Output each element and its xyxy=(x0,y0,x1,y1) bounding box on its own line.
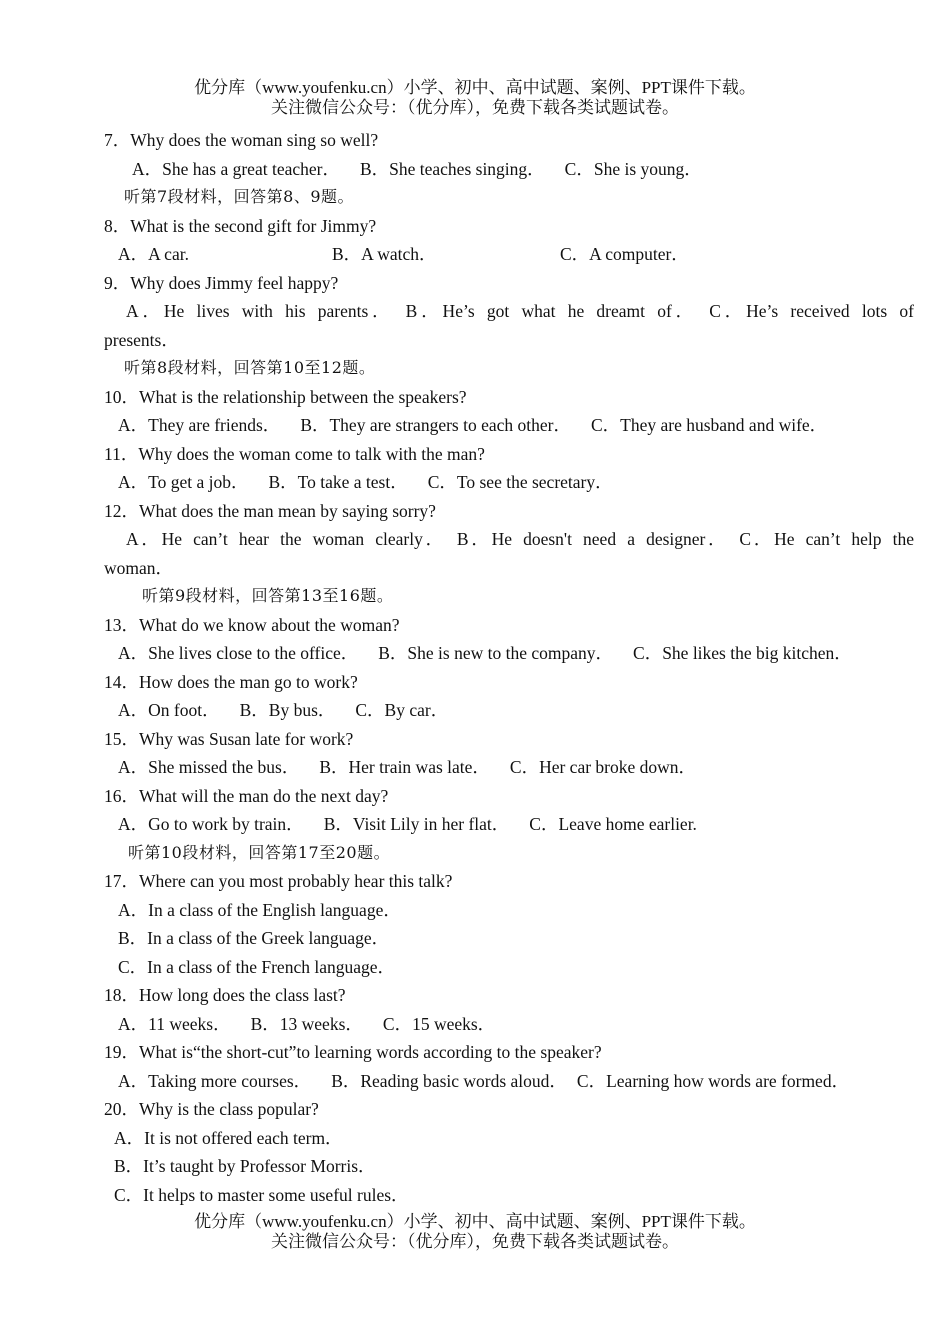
question-10: 10．What is the relationship between the speakers? xyxy=(104,386,467,407)
question-16-options xyxy=(104,810,914,839)
question-17-option-b: B．In a class of the Greek language． xyxy=(118,928,390,948)
option-a: A．She missed the bus． xyxy=(118,757,300,777)
option-a: A．They are friends． xyxy=(118,415,281,435)
question-20-option-a: A．It is not offered each term． xyxy=(114,1127,343,1148)
question-17-option-a: A．In a class of the English language． xyxy=(118,899,401,920)
question-9-options-line-2: presents． xyxy=(104,329,179,350)
question-20: 20．Why is the class popular? xyxy=(104,1099,319,1119)
question-8: 8．What is the second gift for Jimmy? xyxy=(104,215,377,236)
header-line-1: 优分库（www.youfenku.cn）小学、初中、高中试题、案例、PPT课件下载。 xyxy=(194,78,756,97)
option-b: B．They are strangers to each other． xyxy=(300,415,571,435)
page-footer xyxy=(0,1212,950,1252)
question-15: 15．Why was Susan late for work? xyxy=(104,728,354,749)
option-b: B．Her train was late． xyxy=(319,757,490,777)
option-c: C．Her car broke down． xyxy=(509,757,697,777)
question-11-options xyxy=(104,468,914,497)
question-19: 19．What is“the short-cut”to learning words according to the speaker? xyxy=(104,1042,602,1062)
question-11: 11．Why does the woman come to talk with the man? xyxy=(104,443,485,464)
option-b: B．13 weeks． xyxy=(250,1013,363,1034)
option-a: A．She has a great teacher． xyxy=(132,158,340,179)
option-c: C．A computer． xyxy=(560,244,689,264)
option-a: A．To get a job． xyxy=(118,472,249,492)
question-7-options xyxy=(104,155,914,184)
question-8-options xyxy=(104,240,914,269)
question-19-options xyxy=(104,1067,914,1096)
option-c: C．She likes the big kitchen． xyxy=(633,643,852,663)
option-a: A．A car. xyxy=(118,244,189,264)
question-9-options-line-1: A．He lives with his parents． B．He’s got what he dreamt of． C．He’s received lots of xyxy=(126,301,914,321)
option-c: C．By car． xyxy=(355,700,449,720)
question-9: 9．Why does Jimmy feel happy? xyxy=(104,272,339,293)
question-17-option-c: C．In a class of the French language． xyxy=(118,956,396,977)
option-a: A．11 weeks． xyxy=(118,1013,231,1034)
option-c: C．She is young． xyxy=(564,158,702,179)
question-12-options-line-1: A．He can’t hear the woman clearly． B．He doesn't need a designer． C．He can’t help the xyxy=(126,529,914,549)
question-20-option-b: B．It’s taught by Professor Morris． xyxy=(114,1156,376,1176)
option-b: B．She teaches singing． xyxy=(359,158,545,179)
footer-line-1: 优分库（www.youfenku.cn）小学、初中、高中试题、案例、PPT课件下载。 xyxy=(194,1212,756,1231)
question-18-options xyxy=(104,1010,914,1039)
question-10-options xyxy=(104,411,914,440)
question-12: 12．What does the man mean by saying sorry? xyxy=(104,500,436,521)
section-heading-8: 听第8段材料，回答第10至12题。 xyxy=(124,358,376,377)
question-18: 18．How long does the class last? xyxy=(104,985,346,1005)
question-15-options xyxy=(104,753,914,782)
option-b: B．Reading basic words aloud． xyxy=(331,1070,567,1091)
option-b: B．Visit Lily in her flat． xyxy=(323,814,510,834)
section-heading-10: 听第10段材料，回答第17至20题。 xyxy=(128,842,391,862)
footer-line-2: 关注微信公众号：（优分库），免费下载各类试题试卷。 xyxy=(271,1232,679,1251)
question-17: 17．Where can you most probably hear this talk? xyxy=(104,871,453,891)
option-b: B．To take a test． xyxy=(268,472,408,492)
question-12-options-line-2: woman． xyxy=(104,557,174,578)
question-13-options xyxy=(104,639,914,668)
section-heading-7: 听第7段材料，回答第8、9题。 xyxy=(124,187,355,206)
option-b: B．She is new to the company． xyxy=(378,643,614,663)
option-a: A．Taking more courses． xyxy=(118,1070,312,1091)
question-20-option-c: C．It helps to master some useful rules． xyxy=(114,1184,409,1205)
option-a: A．Go to work by train． xyxy=(118,814,304,834)
option-a: A．On foot． xyxy=(118,700,220,720)
question-13: 13．What do we know about the woman? xyxy=(104,614,400,635)
option-a: A．She lives close to the office． xyxy=(118,643,359,663)
option-c: C．They are husband and wife． xyxy=(590,415,828,435)
page-header xyxy=(0,78,950,118)
option-c: C．15 weeks． xyxy=(382,1013,496,1034)
question-7: 7．Why does the woman sing so well? xyxy=(104,130,379,150)
section-heading-9: 听第9段材料，回答第13至16题。 xyxy=(142,586,394,605)
question-14-options xyxy=(104,696,914,725)
option-b: B．A watch． xyxy=(332,244,437,264)
option-c: C．Learning how words are formed． xyxy=(576,1070,850,1091)
header-line-2: 关注微信公众号：（优分库），免费下载各类试题试卷。 xyxy=(271,98,679,117)
option-c: C．Leave home earlier. xyxy=(529,814,697,834)
question-16: 16．What will the man do the next day? xyxy=(104,785,389,806)
option-c: C．To see the secretary． xyxy=(427,472,613,492)
exam-content xyxy=(104,126,914,1209)
question-14: 14．How does the man go to work? xyxy=(104,671,358,692)
option-b: B．By bus． xyxy=(239,700,336,720)
